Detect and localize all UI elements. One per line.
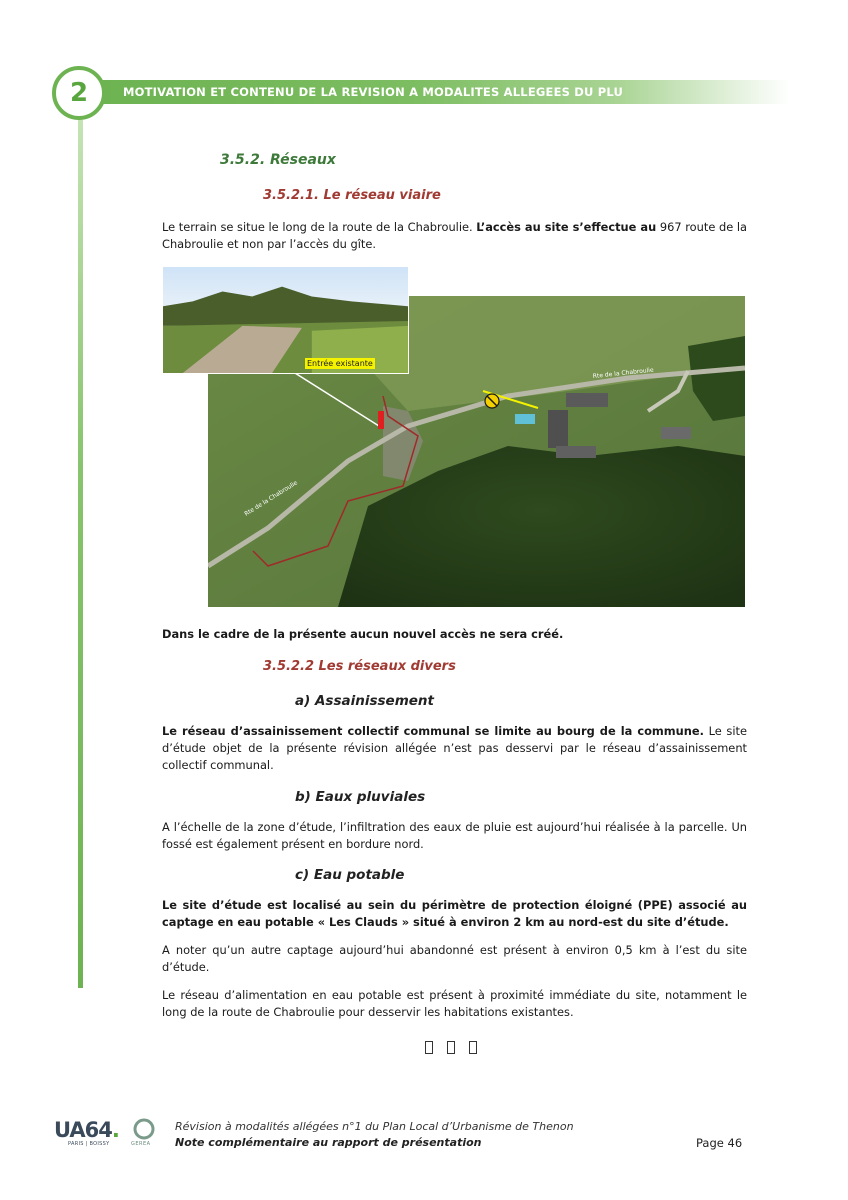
footer-document-subtitle: Note complémentaire au rapport de présentation xyxy=(175,1136,482,1149)
inset-label: Entrée existante xyxy=(307,359,373,368)
heading-eau-potable: c) Eau potable xyxy=(295,867,405,883)
access-marker xyxy=(378,411,384,429)
paragraph-no-new-access: Dans le cadre de la présente aucun nouvel accès ne sera créé. xyxy=(162,627,564,641)
gerea-logo-text: GEREA xyxy=(131,1141,151,1147)
paragraph-access: Le terrain se situe le long de la route de la Chabroulie. L’accès au site s’effectue au 967 route de la Chabroulie et non par l’accès du gîte. xyxy=(162,220,748,251)
building xyxy=(556,446,596,458)
chapter-badge xyxy=(52,66,106,120)
paragraph-alimentation: Le réseau d’alimentation en eau potable est présent à proximité immédiate du site, notamment le long de la route de Chabroulie pour desservir les habitations existantes. xyxy=(162,988,747,1019)
pool xyxy=(515,414,535,424)
heading-eaux-pluviales: b) Eaux pluviales xyxy=(295,789,426,805)
separator-glyph xyxy=(425,1041,433,1054)
building xyxy=(661,427,691,439)
page-number: Page 46 xyxy=(696,1136,743,1150)
heading-assainissement: a) Assainissement xyxy=(295,693,434,709)
separator-glyphs xyxy=(425,1041,477,1054)
road-label-west: Rte de la Chabroulie xyxy=(243,479,299,518)
building xyxy=(548,410,568,448)
road-label-east: Rte de la Chabroulie xyxy=(592,366,654,380)
separator-glyph xyxy=(447,1041,455,1054)
side-accent-bar xyxy=(78,120,83,988)
footer-document-title: Révision à modalités allégées n°1 du Plan Local d’Urbanisme de Thenon xyxy=(175,1120,574,1133)
subsection-heading-divers: 3.5.2.2 Les réseaux divers xyxy=(263,659,456,674)
paragraph-captage: A noter qu’un autre captage aujourd’hui abandonné est présent à environ 0,5 km à l’est du site d’étude. xyxy=(162,943,747,974)
chapter-title: MOTIVATION ET CONTENU DE LA REVISION A MODALITES ALLEGEES DU PLU xyxy=(123,85,624,99)
chapter-number: 2 xyxy=(69,78,89,108)
ua64-logo: UA64. xyxy=(54,1118,119,1142)
building xyxy=(566,393,608,407)
paragraph-assainissement: Le réseau d’assainissement collectif communal se limite au bourg de la commune. Le site d’étude objet de la présente révision allégée n’est pas desservi par le réseau d’assainissement collectif communal. xyxy=(162,724,748,772)
paragraph-ppe: Le site d’étude est localisé au sein du périmètre de protection éloigné (PPE) associé au captage en eau potable « Les Clauds » situé à environ 2 km au nord-est du site d’étude. xyxy=(162,898,747,929)
separator-glyph xyxy=(469,1041,477,1054)
ua64-logo-subtitle: PARIS | BOISSY xyxy=(68,1141,110,1147)
section-heading: 3.5.2. Réseaux xyxy=(220,152,336,168)
gerea-logo-icon xyxy=(133,1118,155,1140)
subsection-heading-viaire: 3.5.2.1. Le réseau viaire xyxy=(263,188,441,203)
paragraph-eaux-pluviales: A l’échelle de la zone d’étude, l’infiltration des eaux de pluie est aujourd’hui réalisée à la parcelle. Un fossé est également présent en bordure nord. xyxy=(162,820,747,851)
